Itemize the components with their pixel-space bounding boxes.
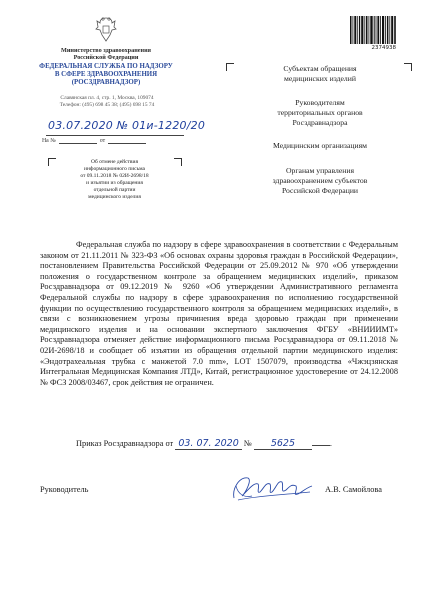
addressee-regional-authorities: Органам управления здравоохранением субъектов Российской Федерации [272, 166, 368, 196]
sender-address: Славянская пл. 4, стр. 1, Москва, 109074 Телефон: (495) 698 45 38; (495) 698 15 74 [59, 95, 155, 108]
letter-body [40, 240, 398, 388]
barcode-number: 2374938 [371, 45, 396, 51]
handwritten-date-number: 03.07.2020 № 01и-1220/20 [48, 119, 206, 132]
coat-of-arms-icon [94, 15, 118, 43]
order-date: 03. 07. 2020 [175, 438, 241, 450]
body-paragraph: Федеральная служба по надзору в сфере здравоохранения в соответствии с Федеральным законом от 21.11.2011 № 323-ФЗ «Об основах охраны здоровья граждан в Российской Федерации», постановлением Правительства Российской Федерации от 25.09.2012 № 970 «Об утверждении положения о государственном контроле за обращением медицинских изделий», приказом Росздравнадзора от 09.12.2019 № 9260 «Об утверждении Административного регламента Федеральной службы по надзору в сфере здравоохранения по исполнению государственной функции по осуществлению государственного контроля за обращением медицинских изделий», в связи с возникновением угрозы причинения вреда здоровью граждан при применении медицинского изделия и на основании экспертного заключения ФГБУ «ВНИИИМТ» Росздравнадзора отменяет действие информационного письма Росздравнадзора от 09.11.2018 № 02И-2698/18 и сообщает об изъятии из обращения отдельной партии медицинского изделия: «Эндотрахеальная трубка с манжетой 7.0 mm», LOT 1507079, производства «Чжэцзянская Интегральная Медицинская Компания ЛТД», Китай, регистрационное удостоверение от 24.12.2008 № ФСЗ 2008/03467, срок действия не ограничен. [40, 240, 398, 387]
order-number: 5625 [254, 438, 312, 450]
letter-subject: Об отмене действия информационного письма от 09.11.2018 № 02И-2698/18 и изъятии из обращения отдельной партии медицинского изделия [80, 159, 149, 200]
ministry-name: Министерство здравоохранения Российской Федерации [60, 47, 152, 62]
date-underline [46, 135, 184, 136]
reference-row: На № от [42, 138, 149, 144]
signatory-role: Руководитель [40, 485, 89, 494]
signatory-name: А.В. Самойлова [325, 485, 382, 494]
barcode-icon [350, 16, 396, 44]
handwritten-signature [226, 468, 321, 506]
order-reference: Приказ Росздравнадзора от 03. 07. 2020 № 5625 . [76, 438, 332, 449]
addressee-territorial-heads: Руководителям территориальных органов Росздравнадзора [277, 98, 363, 128]
service-name: ФЕДЕРАЛЬНАЯ СЛУЖБА ПО НАДЗОРУ В СФЕРЕ ЗДРАВООХРАНЕНИЯ (РОСЗДРАВНАДЗОР) [39, 63, 173, 86]
addressee-medical-organizations: Медицинским организациям [272, 141, 368, 150]
addressee-subjects: Субъектам обращения медицинских изделий [283, 64, 357, 84]
